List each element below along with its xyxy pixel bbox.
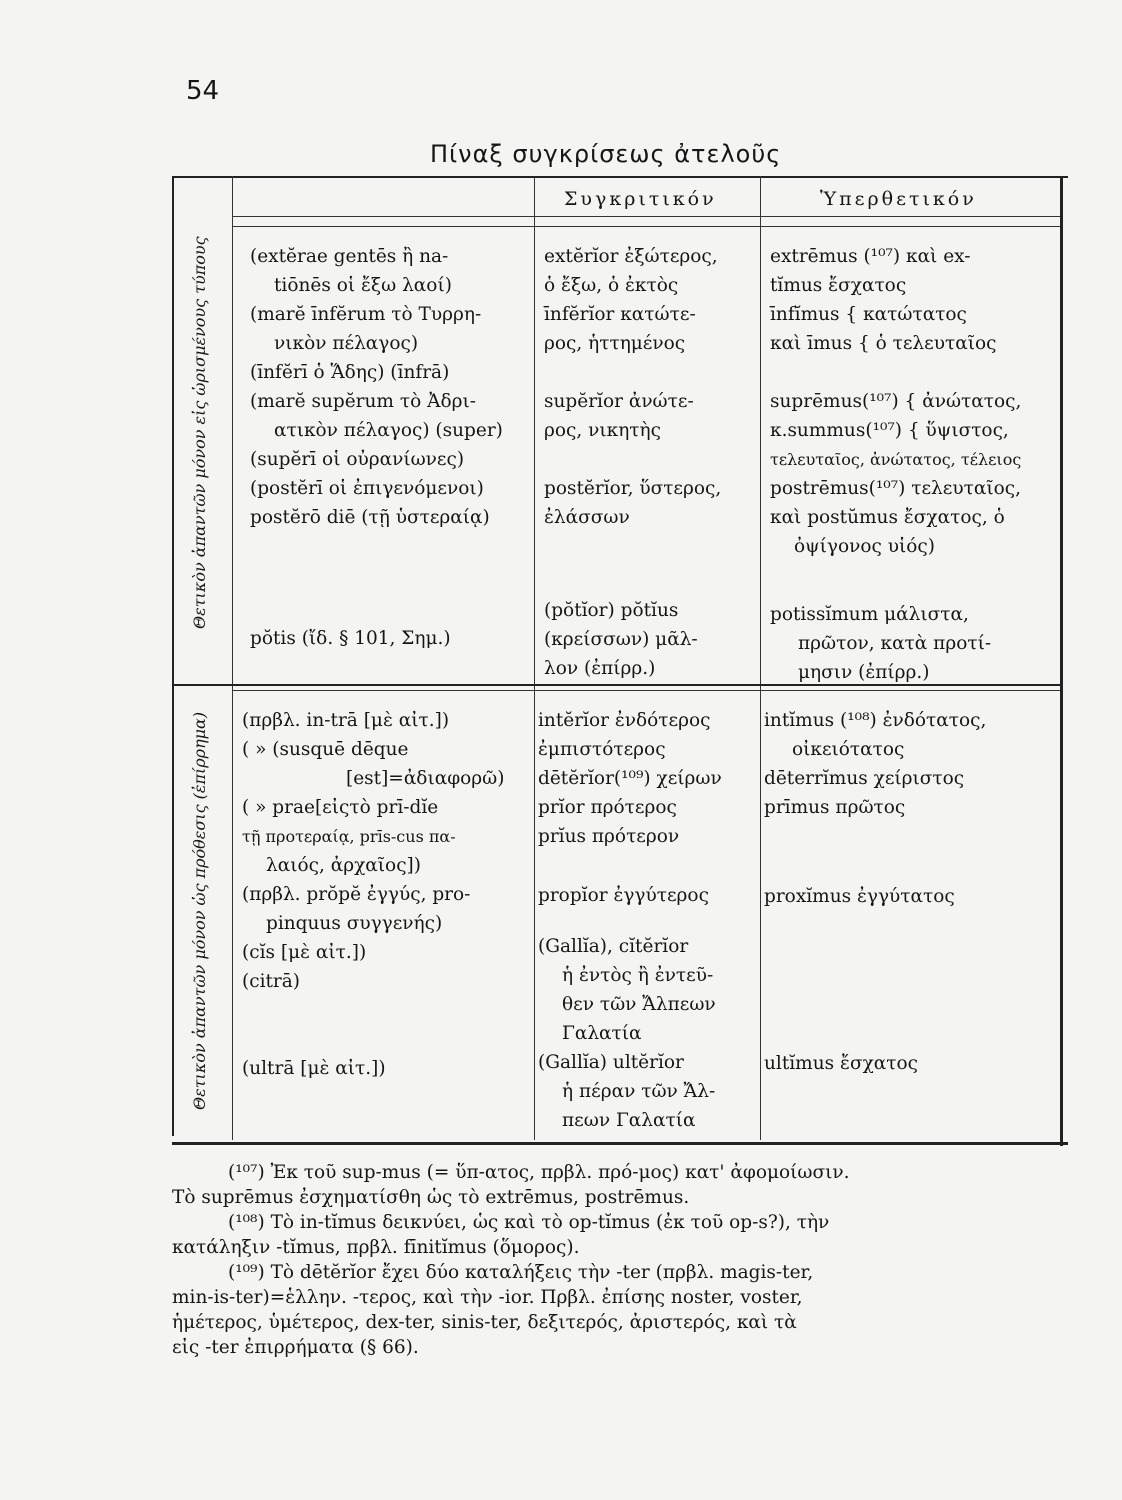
text-line: (citrā): [242, 971, 301, 992]
text-line: νικὸν πέλαγος): [274, 333, 419, 354]
text-line: (cĭs [μὲ αἰτ.]): [242, 942, 367, 963]
section-divider: [232, 690, 1060, 691]
superlative-cell-prepositions: [764, 706, 986, 1078]
text-line: (πρβλ. in-trā [μὲ αἰτ.]): [242, 710, 450, 731]
comparative-cell: [544, 242, 721, 532]
text-line: [est]=ἀδιαφορῶ): [346, 768, 505, 789]
text-line: μησιν (ἐπίρρ.): [798, 662, 930, 683]
text-line: prīmus πρῶτος: [764, 797, 906, 818]
text-line: ἐλάσσων: [544, 507, 630, 528]
text-line: (extĕrae gentēs ἢ na-: [250, 246, 449, 267]
footnote-108: (¹⁰⁸) Τὸ in-tĭmus δεικνύει, ὡς καὶ τὸ op-tĭmus (ἐκ τοῦ op-s?), τὴν: [228, 1212, 830, 1233]
text-line: (ultrā [μὲ αἰτ.]): [242, 1058, 386, 1079]
text-line: λαιός, ἀρχαῖος]): [266, 855, 421, 876]
superlative-cell: [770, 242, 1021, 561]
text-line: propĭor ἐγγύτερος: [538, 885, 709, 906]
page-number: 54: [186, 76, 220, 106]
text-line: supĕrĭor ἀνώτε-: [544, 391, 694, 412]
header-comparative: Συγκριτικόν: [564, 188, 717, 210]
text-line: κ.summus(¹⁰⁷) { ὕψιστος,: [770, 420, 1009, 441]
table-border-left: [172, 176, 174, 1136]
text-line: prĭor πρότερος: [538, 797, 677, 818]
comparative-cell-potis: [544, 596, 698, 683]
text-line: πεων Γαλατία: [562, 1110, 696, 1131]
text-line: īnfĕrĭor κατώτε-: [544, 304, 696, 325]
footnotes: [172, 1160, 1072, 1360]
text-line: pinquus συγγενής): [266, 913, 443, 934]
text-line: θεν τῶν Ἄλπεων: [562, 994, 716, 1015]
text-line: [544, 445, 721, 474]
text-line: λον (ἐπίρρ.): [544, 658, 656, 679]
text-line: (πρβλ. prŏpĕ ἐγγύς, pro-: [242, 884, 471, 905]
header-rule: [232, 226, 1060, 227]
table-title: Πίναξ συγκρίσεως ἀτελοῦς: [430, 140, 782, 168]
text-line: (Gallĭa), cĭtĕrĭor: [538, 936, 689, 957]
text-line: (pŏtĭor) pŏtĭus: [544, 600, 679, 621]
text-line: potissĭmum μάλιστα,: [770, 604, 969, 625]
positive-cell-potis: [250, 624, 451, 653]
header-superlative: Ὑπερθετικόν: [820, 188, 977, 210]
table-border-right: [1060, 176, 1063, 1146]
text-line: ρος, νικητὴς: [544, 420, 661, 441]
text-line: īnfĭmus { κατώτατος: [770, 304, 967, 325]
column-divider: [232, 176, 233, 1140]
text-line: τῇ προτεραίᾳ, prīs-cus πα-: [242, 827, 456, 846]
text-line: (κρείσσων) μᾶλ-: [544, 629, 698, 650]
text-line: ἐμπιστότερος: [538, 739, 666, 760]
text-line: intĭmus (¹⁰⁸) ἐνδότατος,: [764, 710, 987, 731]
table-border-top: [172, 176, 1068, 178]
text-line: extĕrĭor ἐξώτερος,: [544, 246, 718, 267]
side-label-prepositions: Θετικὸν ἀπαντῶν μόνον ὡς πρόθεσις (ἐπίρρημα): [190, 711, 209, 1111]
text-line: καὶ postŭmus ἔσχατος, ὁ: [770, 507, 1005, 528]
text-line: (supĕrī οἱ οὐρανίωνες): [250, 449, 465, 470]
text-line: postĕrō diē (τῇ ὑστεραίᾳ): [250, 507, 490, 528]
footnote-107: (¹⁰⁷) Ἐκ τοῦ sup-mus (= ὕπ-ατος, πρβλ. πρό-μος) κατ' ἀφομοίωσιν.: [228, 1162, 850, 1183]
column-divider: [534, 176, 535, 1140]
text-line: tĭmus ἔσχατος: [770, 275, 907, 296]
text-line: ὀψίγονος υἱός): [794, 536, 935, 557]
column-divider: [760, 176, 761, 1140]
text-line: dēterrĭmus χείριστος: [764, 768, 965, 789]
comparative-cell-prepositions: [538, 706, 722, 1135]
text-line: τελευταῖος, ἀνώτατος, τέλειος: [770, 450, 1022, 469]
text-line: καὶ īmus { ὁ τελευταῖος: [770, 333, 997, 354]
superlative-cell-potis: [770, 600, 991, 687]
positive-cell: [250, 242, 503, 532]
text-line: (marĕ supĕrum τὸ Ἀδρι-: [250, 391, 476, 412]
side-label-adjectives: Θετικὸν ἀπαντῶν μόνον εἰς ὡρισμένους τύπους: [190, 236, 209, 630]
footnote-109: (¹⁰⁹) Τὸ dētĕrĭor ἔχει δύο καταλήξεις τὴν -ter (πρβλ. magis-ter,: [228, 1262, 814, 1283]
text-line: Γαλατία: [562, 1023, 642, 1044]
text-line: proxĭmus ἐγγύτατος: [764, 886, 955, 907]
text-line: οἰκειότατος: [792, 739, 905, 760]
text-line: extrēmus (¹⁰⁷) καὶ ex-: [770, 246, 971, 267]
footnote-108-continued: κατάληξιν -tĭmus, πρβλ. fīnitĭmus (ὅμορος).: [172, 1237, 580, 1258]
comparison-table: [172, 176, 1068, 1146]
footnote-109-continued: min-is-ter)=ἑλλην. -τερος, καὶ τὴν -ior. Πρβλ. ἐπίσης noster, voster,: [172, 1287, 803, 1308]
positive-cell-prepositions: [242, 706, 504, 1083]
text-line: ἡ πέραν τῶν Ἄλ-: [562, 1081, 716, 1102]
text-line: (postĕrī οἱ ἐπιγενόμενοι): [250, 478, 484, 499]
text-line: tiōnēs οἱ ἔξω λαοί): [274, 275, 452, 296]
text-line: postĕrĭor, ὕστερος,: [544, 478, 722, 499]
text-line: ὁ ἔξω, ὁ ἐκτὸς: [544, 275, 679, 296]
footnote-107-continued: Τὸ suprēmus ἐσχηματίσθη ὡς τὸ extrēmus, postrēmus.: [172, 1187, 690, 1208]
text-line: dētĕrĭor(¹⁰⁹) χείρων: [538, 768, 722, 789]
footnote-109-continued: εἰς -ter ἐπιρρήματα (§ 66).: [172, 1337, 419, 1358]
table-border-bottom: [172, 1142, 1068, 1145]
text-line: intĕrĭor ἐνδότερος: [538, 710, 711, 731]
text-line: (marĕ īnfĕrum τὸ Τυρρη-: [250, 304, 482, 325]
text-line: [770, 358, 1021, 387]
footnote-109-continued: ἡμέτερος, ὑμέτερος, dex-ter, sinis-ter, δεξιτερός, ἀριστερός, καὶ τὰ: [172, 1312, 797, 1333]
text-line: [544, 358, 721, 387]
text-line: πρῶτον, κατὰ προτί-: [798, 633, 992, 654]
text-line: ( » (susquē dēque: [242, 739, 409, 760]
text-line: ατικὸν πέλαγος) (super): [274, 420, 503, 441]
text-line: ( » prae[εἰςτὸ prī-dĭe: [242, 797, 439, 818]
text-line: suprēmus(¹⁰⁷) { ἀνώτατος,: [770, 391, 1022, 412]
text-line: pŏtis (ἴδ. § 101, Σημ.): [250, 628, 451, 649]
text-line: ἡ ἐντὸς ἢ ἐντεῦ-: [562, 965, 714, 986]
text-line: ultĭmus ἔσχατος: [764, 1053, 919, 1074]
text-line: postrēmus(¹⁰⁷) τελευταῖος,: [770, 478, 1021, 499]
text-line: (īnfĕrī ὁ Ἅδης) (īnfrā): [250, 362, 450, 383]
header-rule: [232, 216, 1060, 217]
text-line: prĭus πρότερον: [538, 826, 680, 847]
text-line: ρος, ἡττημένος: [544, 333, 686, 354]
text-line: (Gallĭa) ultĕrĭor: [538, 1052, 684, 1073]
